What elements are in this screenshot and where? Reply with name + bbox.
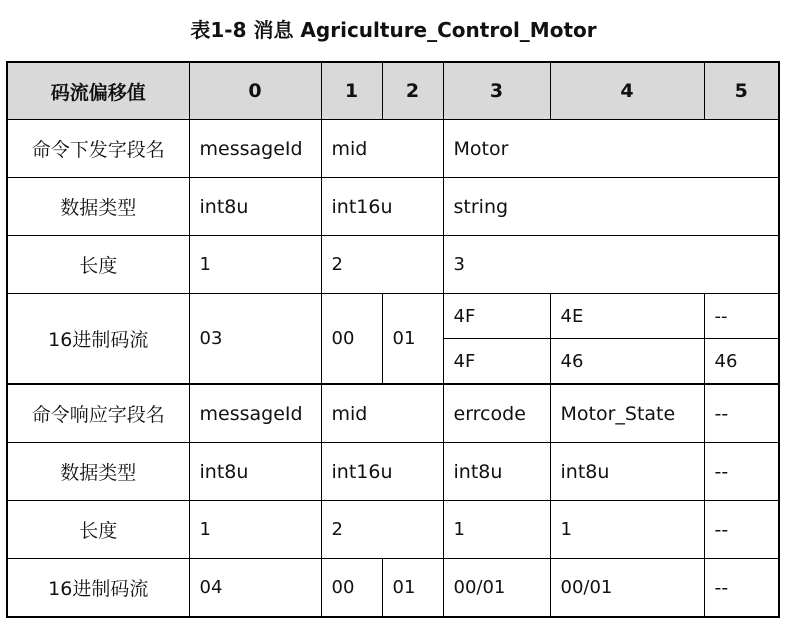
cell: Motor_State: [550, 384, 704, 443]
cell: 2: [321, 501, 443, 559]
cell: --: [704, 294, 779, 339]
cell: 00: [321, 294, 382, 385]
cell: int8u: [550, 443, 704, 501]
response-hex-row: [7, 559, 779, 618]
cell: int8u: [443, 443, 550, 501]
header-offset-label: 码流偏移值: [7, 62, 189, 120]
command-field-row: [7, 120, 779, 178]
command-length-label: 长度: [7, 236, 189, 294]
cell: 01: [382, 559, 443, 618]
cell: 00: [321, 559, 382, 618]
response-field-name-label: 命令响应字段名: [7, 384, 189, 443]
response-hex-label: 16进制码流: [7, 559, 189, 618]
cell: string: [443, 178, 779, 236]
command-hex-row-1: [7, 294, 779, 339]
command-length-row: [7, 236, 779, 294]
cell: messageId: [189, 120, 321, 178]
cell: 04: [189, 559, 321, 618]
cell: int16u: [321, 443, 443, 501]
cell: mid: [321, 120, 443, 178]
message-table: [6, 61, 780, 618]
header-col-3: 3: [443, 62, 550, 120]
command-hex-label: 16进制码流: [7, 294, 189, 385]
cell: 1: [189, 501, 321, 559]
cell: --: [704, 443, 779, 501]
header-row: [7, 62, 779, 120]
cell: 00/01: [550, 559, 704, 618]
response-type-row: [7, 443, 779, 501]
cell: Motor: [443, 120, 779, 178]
cell: 00/01: [443, 559, 550, 618]
header-col-0: 0: [189, 62, 321, 120]
cell: int16u: [321, 178, 443, 236]
response-length-row: [7, 501, 779, 559]
cell: --: [704, 501, 779, 559]
cell: 1: [550, 501, 704, 559]
cell: 03: [189, 294, 321, 385]
cell: 1: [443, 501, 550, 559]
cell: messageId: [189, 384, 321, 443]
cell: 46: [550, 339, 704, 385]
header-col-5: 5: [704, 62, 779, 120]
table-caption: 表1-8 消息 Agriculture_Control_Motor: [190, 18, 597, 42]
header-col-1: 1: [321, 62, 382, 120]
response-data-type-label: 数据类型: [7, 443, 189, 501]
cell: 4F: [443, 339, 550, 385]
header-col-2: 2: [382, 62, 443, 120]
cell: --: [704, 384, 779, 443]
cell: 01: [382, 294, 443, 385]
cell: 3: [443, 236, 779, 294]
cell: 2: [321, 236, 443, 294]
command-field-name-label: 命令下发字段名: [7, 120, 189, 178]
cell: mid: [321, 384, 443, 443]
response-length-label: 长度: [7, 501, 189, 559]
cell: 4F: [443, 294, 550, 339]
cell: int8u: [189, 443, 321, 501]
cell: 46: [704, 339, 779, 385]
cell: errcode: [443, 384, 550, 443]
response-field-row: [7, 384, 779, 443]
cell: int8u: [189, 178, 321, 236]
header-col-4: 4: [550, 62, 704, 120]
cell: 1: [189, 236, 321, 294]
cell: 4E: [550, 294, 704, 339]
command-type-row: [7, 178, 779, 236]
cell: --: [704, 559, 779, 618]
command-data-type-label: 数据类型: [7, 178, 189, 236]
